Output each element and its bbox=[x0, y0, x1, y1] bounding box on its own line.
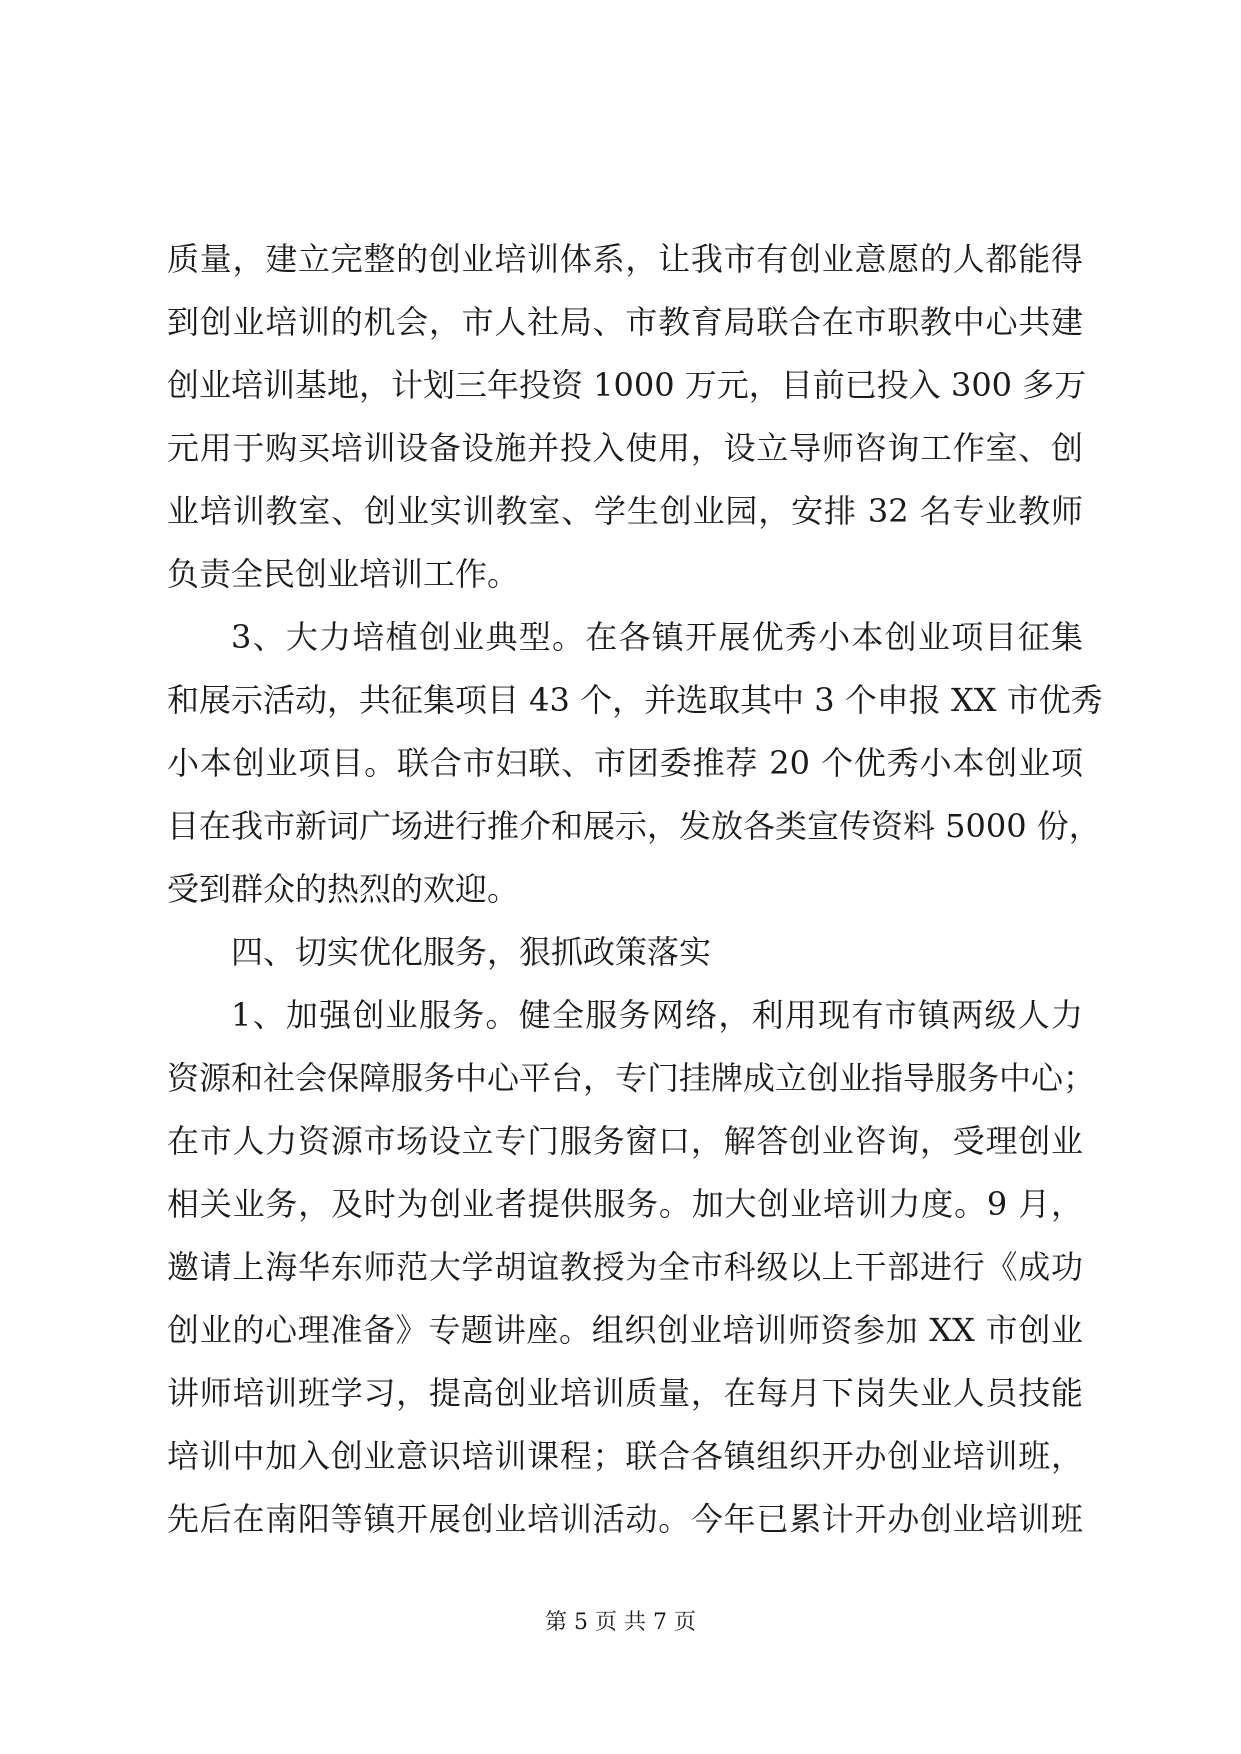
text-line: 创业的心理准备》专题讲座。组织创业培训师资参加 XX 市创业 bbox=[167, 1311, 1083, 1349]
text-line: 创业培训基地，计划三年投资 1000 万元，目前已投入 300 多万 bbox=[167, 366, 1087, 404]
text-line: 小本创业项目。联合市妇联、市团委推荐 20 个优秀小本创业项 bbox=[167, 744, 1083, 782]
text-line: 相关业务，及时为创业者提供服务。加大创业培训力度。9 月， bbox=[167, 1185, 1083, 1223]
text-line: 培训中加入创业意识培训课程；联合各镇组织开办创业培训班， bbox=[167, 1437, 1083, 1475]
text-line: 负责全民创业培训工作。 bbox=[167, 555, 520, 593]
text-line: 3、大力培植创业典型。在各镇开展优秀小本创业项目征集 bbox=[231, 618, 1083, 656]
text-line: 邀请上海华东师范大学胡谊教授为全市科级以上干部进行《成功 bbox=[167, 1248, 1083, 1286]
page-number-footer: 第 5 页 共 7 页 bbox=[545, 1610, 696, 1635]
text-line: 受到群众的热烈的欢迎。 bbox=[167, 870, 520, 908]
section-heading: 四、切实优化服务，狠抓政策落实 bbox=[231, 933, 712, 971]
text-line: 目在我市新词广场进行推介和展示，发放各类宣传资料 5000 份， bbox=[167, 807, 1101, 845]
text-line: 在市人力资源市场设立专门服务窗口，解答创业咨询，受理创业 bbox=[167, 1122, 1083, 1160]
text-line: 资源和社会保障服务中心平台，专门挂牌成立创业指导服务中心； bbox=[167, 1059, 1096, 1097]
body-text bbox=[167, 228, 1103, 1551]
text-line: 元用于购买培训设备设施并投入使用，设立导师咨询工作室、创 bbox=[167, 429, 1083, 467]
text-line: 讲师培训班学习，提高创业培训质量，在每月下岗失业人员技能 bbox=[167, 1374, 1083, 1412]
text-line: 业培训教室、创业实训教室、学生创业园，安排 32 名专业教师 bbox=[167, 492, 1083, 530]
text-line: 先后在南阳等镇开展创业培训活动。今年已累计开办创业培训班 bbox=[167, 1500, 1083, 1538]
text-line: 到创业培训的机会，市人社局、市教育局联合在市职教中心共建 bbox=[167, 303, 1083, 341]
text-line: 1、加强创业服务。健全服务网络，利用现有市镇两级人力 bbox=[231, 996, 1083, 1034]
text-line: 质量，建立完整的创业培训体系，让我市有创业意愿的人都能得 bbox=[167, 240, 1083, 278]
text-line: 和展示活动，共征集项目 43 个，并选取其中 3 个申报 XX 市优秀 bbox=[167, 681, 1103, 719]
